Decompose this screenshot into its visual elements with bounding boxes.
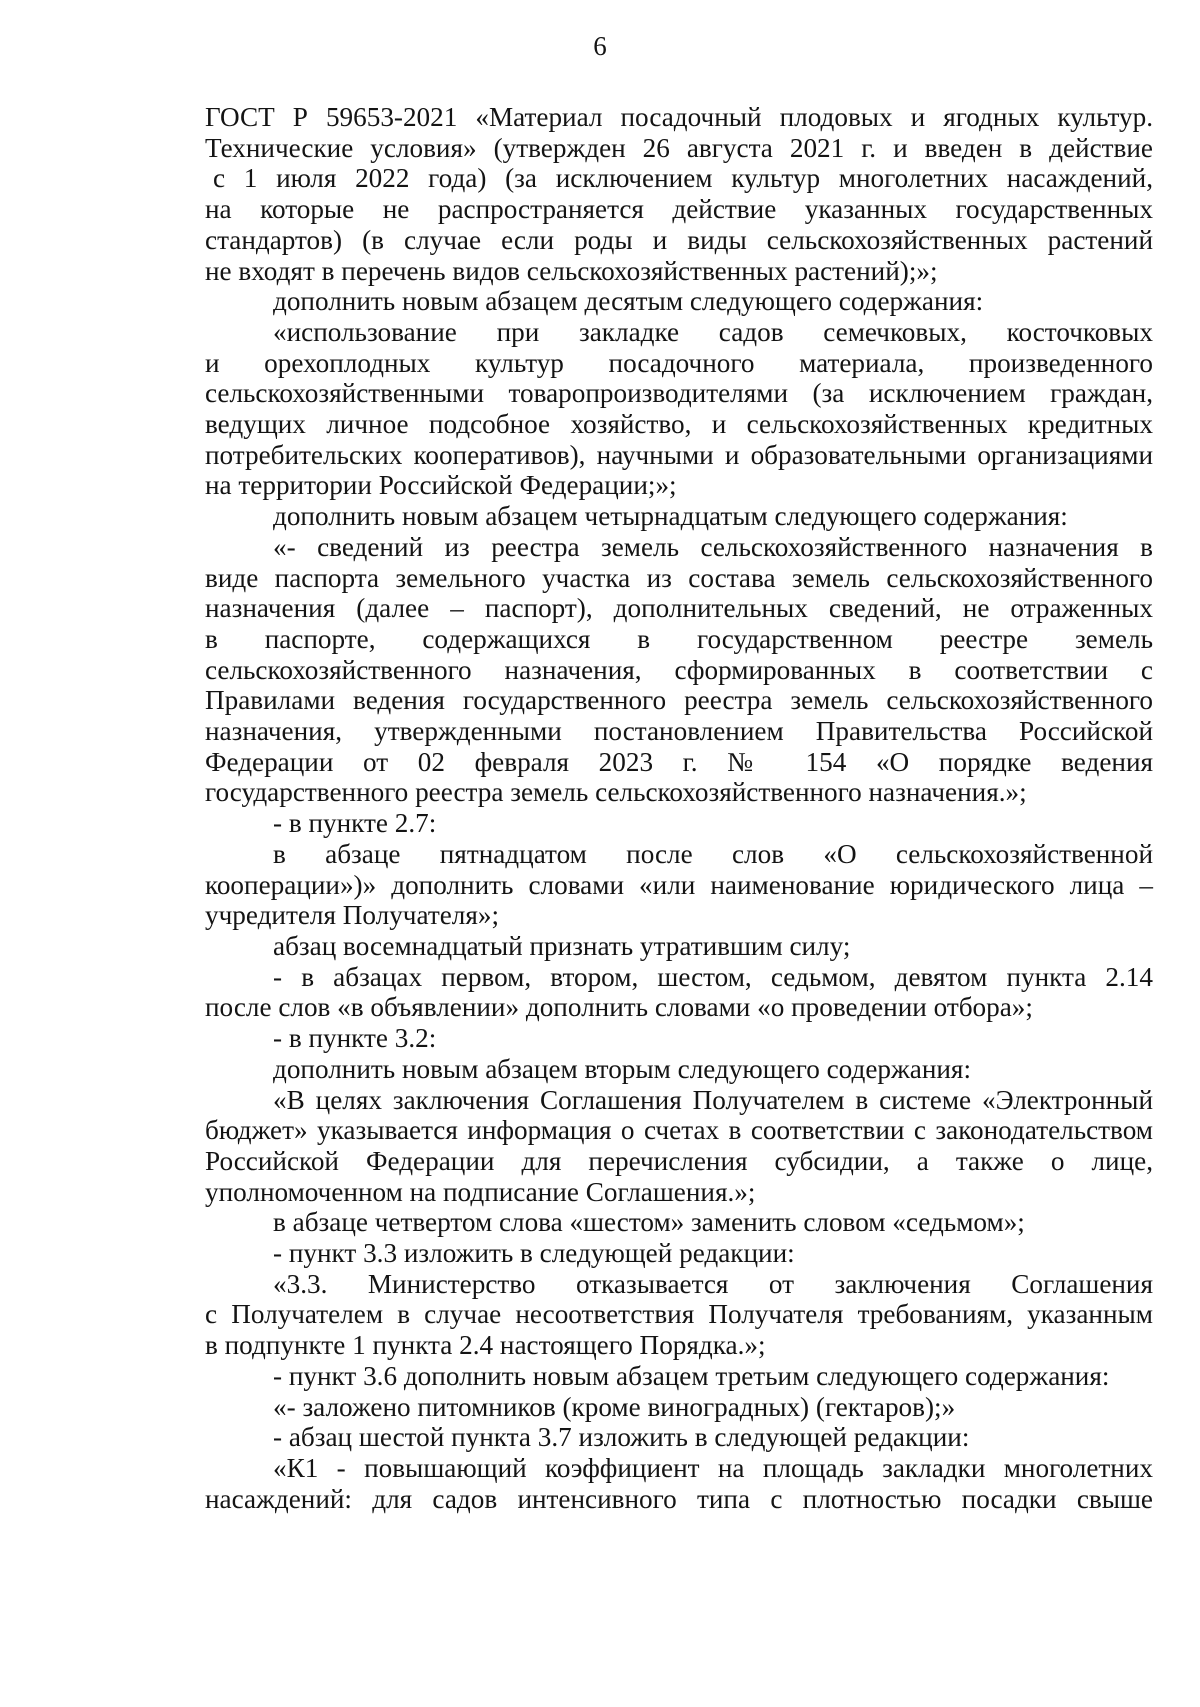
document-body: [205, 102, 1153, 1514]
text-line: ГОСТ Р 59653-2021 «Материал посадочный плодовых и ягодных культур.: [205, 102, 1153, 132]
text-line: «В целях заключения Соглашения Получателем в системе «Электронный: [273, 1084, 1153, 1115]
text-line: ведущих личное подсобное хозяйство, и сельскохозяйственных кредитных: [205, 409, 1153, 440]
text-line: кооперации»)» дополнить словами «или наименование юридического лица –: [205, 869, 1153, 900]
text-line: «- сведений из реестра земель сельскохозяйственного назначения в: [273, 531, 1153, 562]
text-line: Технические условия» (утвержден 26 августа 2021 г. и введен в действие: [205, 132, 1153, 163]
text-line: «- заложено питомников (кроме виноградных) (гектаров);»: [273, 1391, 956, 1422]
text-line: в абзаце пятнадцатом после слов «О сельскохозяйственной: [273, 838, 1153, 869]
text-line: на которые не распространяется действие указанных государственных: [205, 194, 1153, 225]
text-line: Правилами ведения государственного реестра земель сельскохозяйственного: [205, 685, 1153, 716]
text-line: «3.3. Министерство отказывается от заключения Соглашения: [273, 1268, 1153, 1299]
text-line: и орехоплодных культур посадочного материала, произведенного: [205, 347, 1153, 378]
text-line: не входят в перечень видов сельскохозяйственных растений);»;: [205, 255, 938, 286]
text-line: - в пункте 2.7:: [273, 808, 437, 839]
text-line: назначения, утвержденными постановлением Правительства Российской: [205, 716, 1153, 747]
text-line: Федерации от 02 февраля 2023 г. № 154 «О порядке ведения: [205, 746, 1153, 777]
text-line: уполномоченном на подписание Соглашения.»;: [205, 1176, 756, 1207]
text-line: - абзац шестой пункта 3.7 изложить в следующей редакции:: [273, 1422, 970, 1453]
text-line: в паспорте, содержащихся в государственном реестре земель: [205, 623, 1153, 654]
text-line: учредителя Получателя»;: [205, 900, 500, 931]
text-line: в абзаце четвертом слова «шестом» заменить словом «седьмом»;: [273, 1207, 1025, 1238]
text-line: сельскохозяйственными товаропроизводителями (за исключением граждан,: [205, 378, 1153, 409]
text-line: назначения (далее – паспорт), дополнительных сведений, не отраженных: [205, 593, 1153, 624]
text-line: дополнить новым абзацем вторым следующего содержания:: [273, 1053, 971, 1084]
text-line: с Получателем в случае несоответствия Получателя требованиям, указанным: [205, 1299, 1153, 1330]
text-line: абзац восемнадцатый признать утратившим силу;: [273, 930, 851, 961]
text-line: «использование при закладке садов семечковых, косточковых: [273, 316, 1153, 347]
text-line: - в абзацах первом, втором, шестом, седьмом, девятом пункта 2.14: [273, 961, 1153, 992]
text-line: сельскохозяйственного назначения, сформированных в соответствии с: [205, 654, 1153, 685]
text-line: дополнить новым абзацем десятым следующего содержания:: [273, 286, 984, 317]
text-line: Российской Федерации для перечисления субсидии, а также о лице,: [205, 1145, 1153, 1176]
text-line: государственного реестра земель сельскохозяйственного назначения.»;: [205, 777, 1027, 808]
text-line: - в пункте 3.2:: [273, 1023, 437, 1054]
text-line: дополнить новым абзацем четырнадцатым следующего содержания:: [273, 501, 1068, 532]
text-line: после слов «в объявлении» дополнить словами «о проведении отбора»;: [205, 992, 1033, 1023]
text-line: насаждений: для садов интенсивного типа с плотностью посадки свыше: [205, 1483, 1153, 1514]
text-line: потребительских кооперативов), научными и образовательными организациями: [205, 439, 1153, 470]
text-line: стандартов) (в случае если роды и виды сельскохозяйственных растений: [205, 224, 1153, 255]
text-line: на территории Российской Федерации;»;: [205, 470, 677, 501]
text-line: - пункт 3.6 дополнить новым абзацем третьим следующего содержания:: [273, 1360, 1110, 1391]
page-number: 6: [593, 31, 607, 61]
text-line: виде паспорта земельного участка из состава земель сельскохозяйственного: [205, 562, 1153, 593]
text-line: с 1 июля 2022 года) (за исключением культур многолетних насаждений,: [213, 163, 1153, 194]
text-line: бюджет» указывается информация о счетах в соответствии с законодательством: [205, 1115, 1153, 1146]
text-line: в подпункте 1 пункта 2.4 настоящего Порядка.»;: [205, 1330, 766, 1361]
text-line: - пункт 3.3 изложить в следующей редакции:: [273, 1238, 795, 1269]
text-line: «К1 - повышающий коэффициент на площадь закладки многолетних: [273, 1452, 1153, 1483]
